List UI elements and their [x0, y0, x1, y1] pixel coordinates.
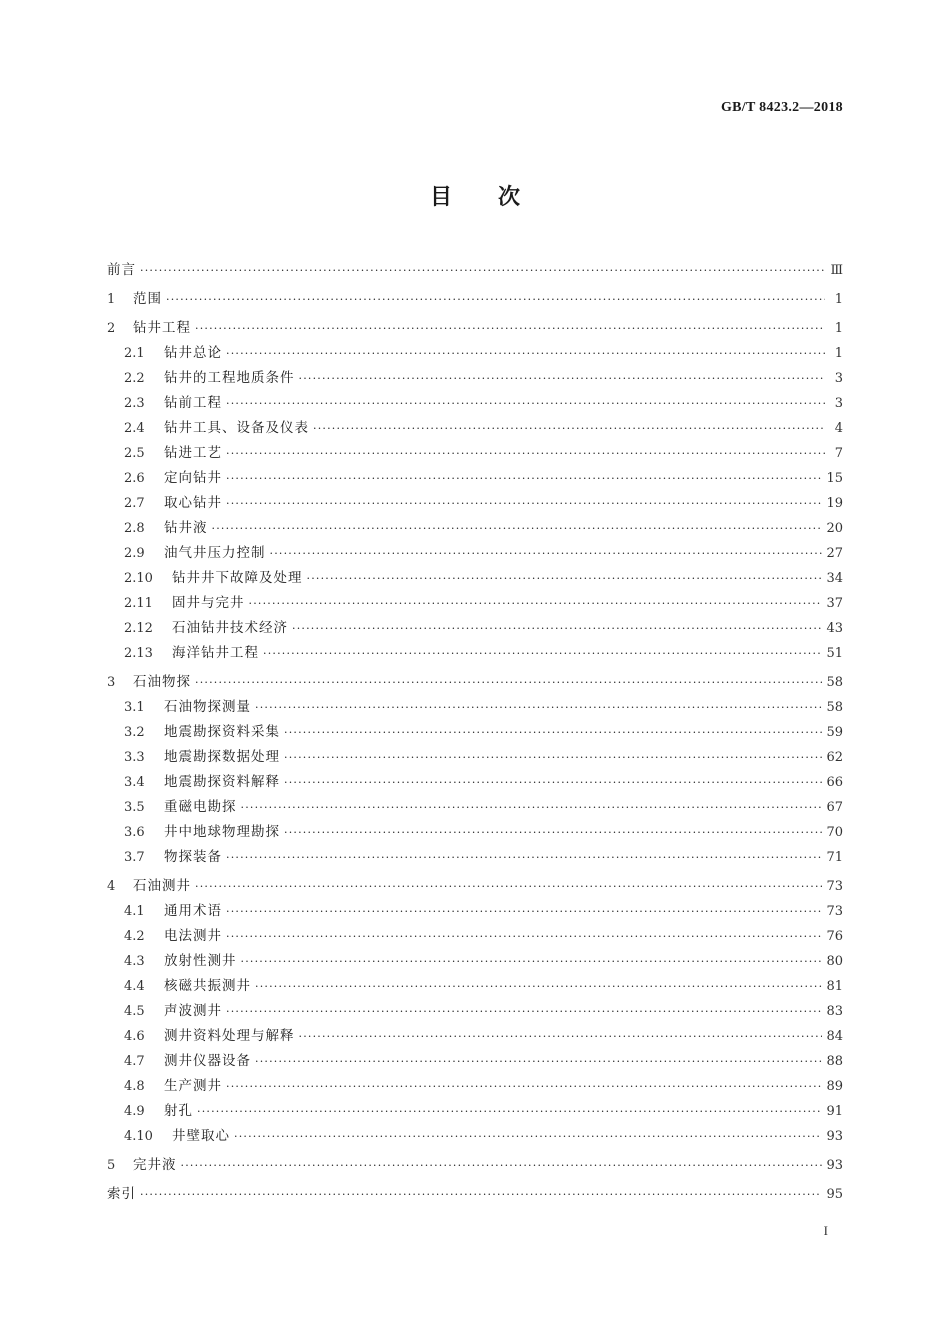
toc-entry-page: 89	[826, 1079, 843, 1094]
toc-entry-label: 索引	[107, 1186, 136, 1202]
toc-entry-label: 钻井井下故障及处理	[172, 570, 303, 586]
toc-entry-label: 地震勘探数据处理	[164, 749, 280, 765]
toc-entry-number: 3.7	[124, 850, 145, 865]
toc-entry-label: 完井液	[133, 1157, 177, 1173]
dot-leader	[292, 616, 822, 641]
toc-entry-page: 93	[826, 1158, 843, 1173]
dot-leader	[263, 641, 822, 666]
dot-leader	[226, 491, 822, 516]
toc-entry[interactable]	[107, 874, 843, 899]
dot-leader	[226, 391, 825, 416]
toc-entry-label: 物探装备	[164, 849, 222, 865]
toc-entry-label: 石油物探测量	[164, 699, 251, 715]
toc-entry[interactable]	[107, 466, 843, 491]
toc-entry[interactable]	[107, 745, 843, 770]
toc-entry-page: 51	[826, 646, 843, 661]
toc-entry-page: 73	[826, 879, 843, 894]
toc-entry-page: 1	[834, 292, 843, 307]
toc-entry[interactable]	[107, 541, 843, 566]
toc-entry-page: 19	[826, 496, 843, 511]
toc-entry[interactable]	[107, 416, 843, 441]
dot-leader	[299, 366, 826, 391]
toc-entry-label: 电法测井	[164, 928, 222, 944]
toc-entry[interactable]	[107, 820, 843, 845]
toc-entry[interactable]	[107, 258, 843, 283]
toc-entry-page: 80	[826, 954, 843, 969]
dot-leader	[195, 316, 825, 341]
toc-entry[interactable]	[107, 1024, 843, 1049]
dot-leader	[284, 745, 822, 770]
dot-leader	[226, 899, 822, 924]
toc-entry-page: 34	[826, 571, 843, 586]
toc-entry-label: 重磁电勘探	[164, 799, 237, 815]
toc-entry[interactable]	[107, 516, 843, 541]
toc-entry-number: 2.6	[124, 471, 145, 486]
toc-entry[interactable]	[107, 770, 843, 795]
toc-entry-page: 15	[826, 471, 843, 486]
dot-leader	[181, 1153, 823, 1178]
toc-entry-number: 3	[107, 675, 116, 690]
toc-entry-label: 通用术语	[164, 903, 222, 919]
toc-entry-label: 井壁取心	[172, 1128, 230, 1144]
dot-leader	[226, 999, 822, 1024]
toc-entry-number: 2.11	[124, 596, 153, 611]
dot-leader	[226, 1074, 822, 1099]
toc-entry[interactable]	[107, 316, 843, 341]
toc-entry-label: 钻井的工程地质条件	[164, 370, 295, 386]
toc-entry-label: 钻井工程	[133, 320, 191, 336]
dot-leader	[307, 566, 823, 591]
toc-entry-number: 2.13	[124, 646, 153, 661]
toc-entry-label: 钻井液	[164, 520, 208, 536]
toc-entry-label: 钻前工程	[164, 395, 222, 411]
toc-entry-page: 3	[834, 371, 843, 386]
toc-entry-page: 3	[834, 396, 843, 411]
toc-entry-number: 2.7	[124, 496, 145, 511]
toc-entry[interactable]	[107, 1099, 843, 1124]
toc-entry-number: 4.6	[124, 1029, 145, 1044]
toc-entry-page: 37	[826, 596, 843, 611]
toc-entry[interactable]	[107, 491, 843, 516]
toc-entry-label: 测井仪器设备	[164, 1053, 251, 1069]
toc-entry-number: 2.10	[124, 571, 153, 586]
toc-entry-number: 3.1	[124, 700, 145, 715]
toc-entry-number: 3.3	[124, 750, 145, 765]
dot-leader	[226, 845, 822, 870]
toc-entry-label: 井中地球物理勘探	[164, 824, 280, 840]
dot-leader	[226, 341, 825, 366]
toc-entry[interactable]	[107, 591, 843, 616]
dot-leader	[284, 720, 822, 745]
toc-entry[interactable]	[107, 391, 843, 416]
toc-entry-number: 3.4	[124, 775, 145, 790]
toc-entry-number: 2	[107, 321, 116, 336]
toc-entry-label: 前言	[107, 262, 136, 278]
toc-entry[interactable]	[107, 924, 843, 949]
dot-leader	[249, 591, 823, 616]
toc-entry-page: 73	[826, 904, 843, 919]
table-of-contents	[107, 258, 843, 1207]
dot-leader	[166, 287, 825, 312]
page-title	[0, 180, 950, 211]
toc-entry-page: 88	[826, 1054, 843, 1069]
toc-entry-page: 7	[834, 446, 843, 461]
toc-entry-label: 生产测井	[164, 1078, 222, 1094]
toc-entry-page: 66	[826, 775, 843, 790]
toc-entry-page: 91	[826, 1104, 843, 1119]
dot-leader	[270, 541, 823, 566]
toc-entry-label: 石油物探	[133, 674, 191, 690]
toc-entry[interactable]	[107, 899, 843, 924]
toc-entry[interactable]	[107, 1153, 843, 1178]
toc-entry[interactable]	[107, 1182, 843, 1207]
toc-entry-label: 钻井总论	[164, 345, 222, 361]
toc-entry-number: 4.1	[124, 904, 145, 919]
toc-entry-page: 4	[834, 421, 843, 436]
toc-entry[interactable]	[107, 720, 843, 745]
dot-leader	[284, 770, 822, 795]
toc-entry-label: 海洋钻井工程	[172, 645, 259, 661]
toc-entry-number: 3.2	[124, 725, 145, 740]
toc-entry-label: 地震勘探资料解释	[164, 774, 280, 790]
toc-entry-page: 76	[826, 929, 843, 944]
toc-entry[interactable]	[107, 974, 843, 999]
toc-entry-label: 地震勘探资料采集	[164, 724, 280, 740]
toc-entry-page: 67	[826, 800, 843, 815]
dot-leader	[284, 820, 822, 845]
toc-entry[interactable]	[107, 999, 843, 1024]
toc-entry-number: 2.3	[124, 396, 145, 411]
toc-entry-number: 4.10	[124, 1129, 153, 1144]
toc-entry[interactable]	[107, 441, 843, 466]
dot-leader	[212, 516, 823, 541]
toc-entry-number: 2.1	[124, 346, 145, 361]
toc-entry-page: 71	[826, 850, 843, 865]
dot-leader	[197, 1099, 822, 1124]
toc-entry-page: 58	[826, 675, 843, 690]
toc-entry[interactable]	[107, 1074, 843, 1099]
toc-entry[interactable]	[107, 287, 843, 312]
toc-entry-number: 4.4	[124, 979, 145, 994]
toc-entry-number: 4.2	[124, 929, 145, 944]
toc-entry-number: 1	[107, 292, 116, 307]
toc-entry-label: 钻进工艺	[164, 445, 222, 461]
dot-leader	[255, 695, 822, 720]
dot-leader	[234, 1124, 822, 1149]
toc-entry-number: 4.8	[124, 1079, 145, 1094]
dot-leader	[226, 441, 825, 466]
toc-entry-page: 81	[826, 979, 843, 994]
toc-entry-number: 2.5	[124, 446, 145, 461]
toc-entry[interactable]	[107, 695, 843, 720]
toc-entry[interactable]	[107, 795, 843, 820]
toc-entry-page: 59	[826, 725, 843, 740]
toc-entry[interactable]	[107, 670, 843, 695]
toc-entry-label: 固井与完井	[172, 595, 245, 611]
toc-entry[interactable]	[107, 1124, 843, 1149]
toc-entry-label: 石油钻井技术经济	[172, 620, 288, 636]
toc-entry-number: 2.9	[124, 546, 145, 561]
toc-entry-page: 83	[826, 1004, 843, 1019]
dot-leader	[226, 924, 822, 949]
toc-entry-page: Ⅲ	[830, 263, 843, 278]
toc-entry-label: 石油测井	[133, 878, 191, 894]
toc-entry[interactable]	[107, 641, 843, 666]
toc-entry-label: 范围	[133, 291, 162, 307]
toc-entry[interactable]	[107, 366, 843, 391]
toc-entry-label: 声波测井	[164, 1003, 222, 1019]
toc-entry-label: 放射性测井	[164, 953, 237, 969]
toc-entry-page: 27	[826, 546, 843, 561]
dot-leader	[195, 874, 822, 899]
toc-entry-number: 2.4	[124, 421, 145, 436]
toc-entry-number: 2.12	[124, 621, 153, 636]
toc-entry-page: 93	[826, 1129, 843, 1144]
dot-leader	[195, 670, 822, 695]
dot-leader	[140, 1182, 822, 1207]
toc-entry-label: 射孔	[164, 1103, 193, 1119]
toc-entry-page: 1	[834, 346, 843, 361]
dot-leader	[241, 795, 823, 820]
toc-entry-page: 95	[826, 1187, 843, 1202]
toc-entry-number: 4	[107, 879, 116, 894]
toc-entry-label: 核磁共振测井	[164, 978, 251, 994]
toc-entry-page: 84	[826, 1029, 843, 1044]
toc-entry-label: 取心钻井	[164, 495, 222, 511]
dot-leader	[299, 1024, 823, 1049]
toc-entry-label: 钻井工具、设备及仪表	[164, 420, 309, 436]
toc-entry-number: 5	[107, 1158, 116, 1173]
toc-entry-number: 3.5	[124, 800, 145, 815]
toc-entry[interactable]	[107, 949, 843, 974]
toc-entry-page: 62	[826, 750, 843, 765]
toc-entry-number: 3.6	[124, 825, 145, 840]
toc-entry-page: 58	[826, 700, 843, 715]
toc-entry-page: 20	[826, 521, 843, 536]
toc-entry-label: 测井资料处理与解释	[164, 1028, 295, 1044]
toc-entry-label: 定向钻井	[164, 470, 222, 486]
dot-leader	[255, 1049, 822, 1074]
toc-entry-page: 1	[834, 321, 843, 336]
toc-entry-number: 4.9	[124, 1104, 145, 1119]
title-char-1: 目	[429, 185, 452, 210]
title-char-2: 次	[498, 185, 521, 210]
dot-leader	[241, 949, 823, 974]
toc-entry-page: 70	[826, 825, 843, 840]
toc-entry[interactable]	[107, 616, 843, 641]
dot-leader	[255, 974, 822, 999]
dot-leader	[226, 466, 822, 491]
toc-entry-label: 油气井压力控制	[164, 545, 266, 561]
toc-entry[interactable]	[107, 1049, 843, 1074]
toc-entry[interactable]	[107, 845, 843, 870]
page-number: I	[823, 1223, 828, 1238]
toc-entry-page: 43	[826, 621, 843, 636]
toc-entry[interactable]	[107, 341, 843, 366]
toc-entry-number: 4.5	[124, 1004, 145, 1019]
toc-entry-number: 4.3	[124, 954, 145, 969]
toc-entry-number: 2.8	[124, 521, 145, 536]
toc-entry-number: 2.2	[124, 371, 145, 386]
standard-code: GB/T 8423.2—2018	[720, 100, 843, 115]
dot-leader	[140, 258, 825, 283]
toc-entry[interactable]	[107, 566, 843, 591]
toc-entry-number: 4.7	[124, 1054, 145, 1069]
dot-leader	[313, 416, 825, 441]
